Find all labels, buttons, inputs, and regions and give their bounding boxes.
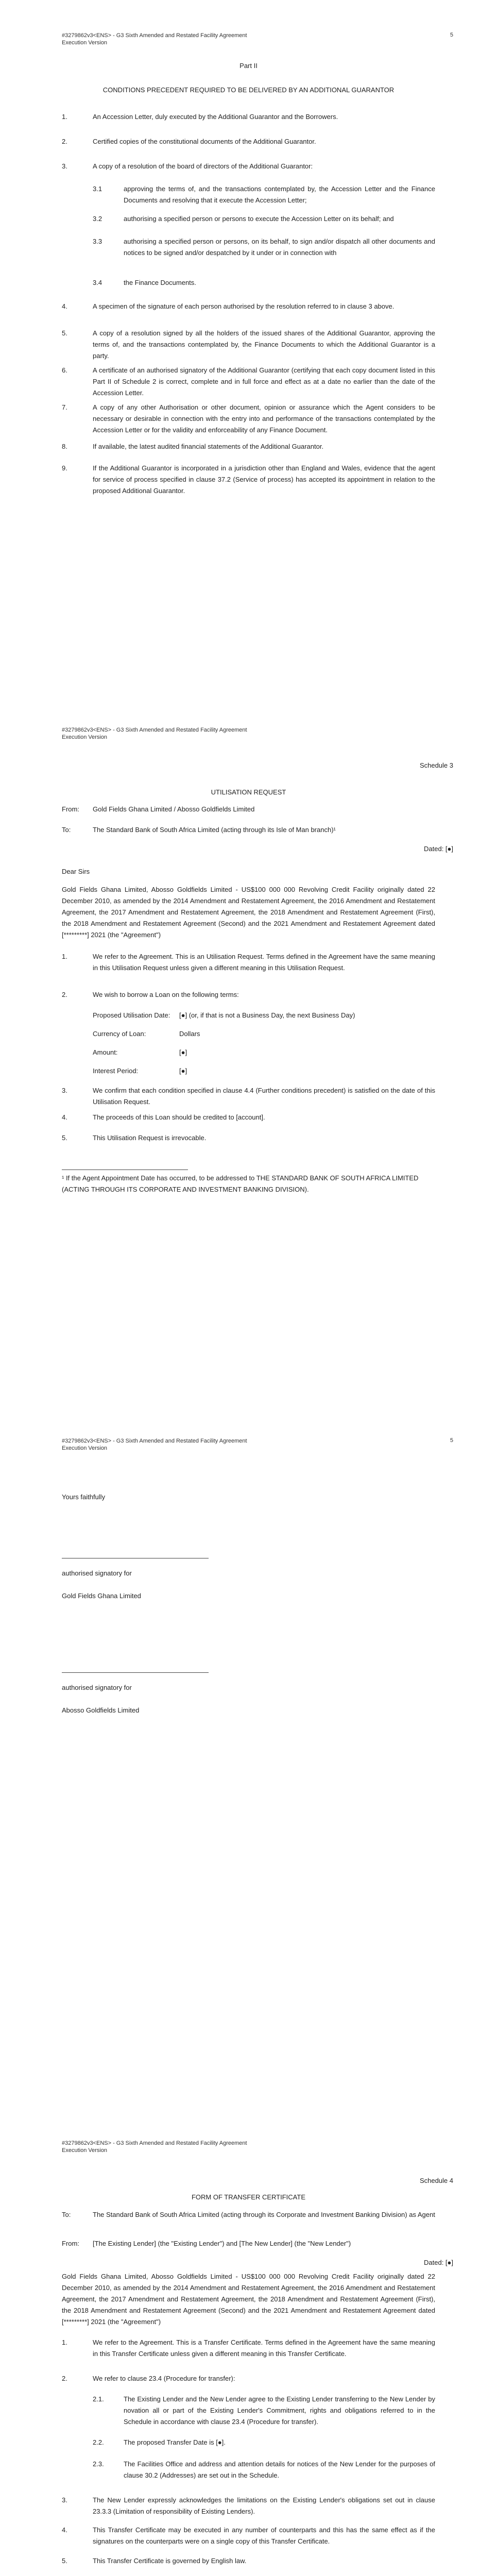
list-item: 5. A copy of a resolution signed by all the holders of the issued shares of the Additional Guarantor, approving the terms of, and the transactions contemplated by, the Finance Documents to which the Additional Guarantor is a party. xyxy=(62,329,435,360)
list-item: 7. A copy of any other Authorisation or other document, opinion or assurance which the Agent considers to be necessary or desirable in connection with the entry into and performance of the transactions contemplated by the Accession Letter or for the validity and enforceability of any Finance Document. xyxy=(62,403,435,434)
section-title: UTILISATION REQUEST xyxy=(211,788,286,796)
page-number: 5 xyxy=(450,1437,453,1444)
dated-line: Dated: [●] xyxy=(424,845,453,853)
sub-item: 3.4 the Finance Documents. xyxy=(93,279,196,286)
dated-line: Dated: [●] xyxy=(424,2259,453,2266)
agreement-intro: Gold Fields Ghana Limited, Abosso Goldfields Limited - US$100 000 000 Revolving Credit Facility originally dated 22 December 2010, as amended by the 2014 Amendment and Restatement Agreement, the 2016 Amendment and Restatement Agreement, the 2017 Amendment and Restatement Agreement, the 2018 Amendment and Restatement Agreement (First), the 2018 Amendment and Restatement Agreement (Second) and the 2021 Amendment and Restatement Agreement dated [*********] 2021 (the "Agreement") xyxy=(62,2273,435,2326)
list-item: 2. Certified copies of the constitutional documents of the Additional Guarantor. xyxy=(62,138,316,145)
signatory-entity: Gold Fields Ghana Limited xyxy=(62,1592,141,1600)
schedule-label: Schedule 3 xyxy=(419,761,453,769)
list-item: 1. We refer to the Agreement. This is a Transfer Certificate. Terms defined in the Agreement have the same meaning in this Transfer Certificate unless given a different meaning in this Transfer Certificate. xyxy=(62,2338,435,2358)
part-heading: Part II xyxy=(239,62,258,70)
from-line: From: Gold Fields Ghana Limited / Abosso Goldfields Limited xyxy=(62,805,255,813)
list-item: 2. We wish to borrow a Loan on the following terms: xyxy=(62,991,239,998)
list-item: 5. This Transfer Certificate is governed by English law. xyxy=(62,2557,247,2565)
header-version: Execution Version xyxy=(62,734,108,740)
closing: Yours faithfully xyxy=(62,1493,106,1501)
sub-item: 3.3 authorising a specified person or persons, on its behalf, to sign and/or dispatch all other documents and notices to be signed and/or despatched by it under or in connection with xyxy=(93,238,435,257)
sub-item: 2.3. The Facilities Office and address and attention details for notices of the New Lender for the purposes of clause 30.2 (Addresses) are set out in the Schedule. xyxy=(93,2460,435,2479)
term-row: Interest Period: [●] xyxy=(93,1067,187,1075)
agreement-intro: Gold Fields Ghana Limited, Abosso Goldfields Limited - US$100 000 000 Revolving Credit Facility originally dated 22 December 2010, as amended by the 2014 Amendment and Restatement Agreement, the 2016 Amendment and Restatement Agreement, the 2017 Amendment and Restatement Agreement, the 2018 Amendment and Restatement Agreement (First), the 2018 Amendment and Restatement Agreement (Second) and the 2021 Amendment and Restatement Agreement dated [*********] 2021 (the "Agreement") xyxy=(62,886,435,939)
list-item: 3. We confirm that each condition specified in clause 4.4 (Further conditions precedent) is satisfied on the date of this Utilisation Request. xyxy=(62,1087,435,1106)
header-version: Execution Version xyxy=(62,40,108,46)
list-item: 1. An Accession Letter, duly executed by the Additional Guarantor and the Borrowers. xyxy=(62,113,338,121)
list-item: 5. This Utilisation Request is irrevocable. xyxy=(62,1134,207,1142)
list-item: 4. A specimen of the signature of each person authorised by the resolution referred to in clause 3 above. xyxy=(62,302,395,310)
header-reference: #3279862v3<ENS> - G3 Sixth Amended and Restated Facility Agreement xyxy=(62,1438,247,1444)
sub-item: 3.1 approving the terms of, and the transactions contemplated by, the Accession Letter and the Finance Documents and resolving that it execute the Accession Letter; xyxy=(93,185,435,204)
list-item: 3. A copy of a resolution of the board of directors of the Additional Guarantor: xyxy=(62,162,313,170)
to-line: To: The Standard Bank of South Africa Limited (acting through its Corporate and Investment Banking Division) as Agent xyxy=(62,2211,435,2218)
list-item: 1. We refer to the Agreement. This is an Utilisation Request. Terms defined in the Agreement have the same meaning in this Utilisation Request unless given a different meaning in this Utilisation Request. xyxy=(62,953,435,972)
header-reference: #3279862v3<ENS> - G3 Sixth Amended and Restated Facility Agreement xyxy=(62,727,247,733)
schedule-label: Schedule 4 xyxy=(419,2177,453,2184)
header-version: Execution Version xyxy=(62,2147,108,2154)
to-line: To: The Standard Bank of South Africa Limited (acting through its Isle of Man branch)¹ xyxy=(62,826,336,834)
header-reference: #3279862v3<ENS> - G3 Sixth Amended and Restated Facility Agreement xyxy=(62,2140,247,2146)
term-row: Amount: [●] xyxy=(93,1048,187,1056)
salutation: Dear Sirs xyxy=(62,868,90,875)
from-line: From: [The Existing Lender] (the "Existing Lender") and [The New Lender] (the "New Lender") xyxy=(62,2240,351,2247)
term-row: Proposed Utilisation Date: [●] (or, if that is not a Business Day, the next Business Day) xyxy=(93,1011,355,1019)
page-number: 5 xyxy=(450,32,453,38)
list-item: 4. This Transfer Certificate may be executed in any number of counterparts and this has the same effect as if the signatures on the counterparts were on a single copy of this Transfer Certificate. xyxy=(62,2526,435,2545)
section-title: CONDITIONS PRECEDENT REQUIRED TO BE DELIVERED BY AN ADDITIONAL GUARANTOR xyxy=(102,86,395,94)
list-item: 6. A certificate of an authorised signatory of the Additional Guarantor (certifying that each copy document listed in this Part II of Schedule 2 is correct, complete and in full force and effect as at a date no earlier than the date of the Accession Letter. xyxy=(62,366,435,397)
document-header xyxy=(62,2140,247,2154)
list-item: 4. The proceeds of this Loan should be credited to [account]. xyxy=(62,1113,265,1121)
signatory-label: authorised signatory for xyxy=(62,1569,132,1577)
term-row: Currency of Loan: Dollars xyxy=(93,1030,200,1038)
footnote: ¹ If the Agent Appointment Date has occurred, to be addressed to THE STANDARD BANK OF SOUTH AFRICA LIMITED (ACTING THROUGH ITS CORPORATE AND INVESTMENT BANKING DIVISION). xyxy=(62,1174,419,1193)
sub-item: 2.1. The Existing Lender and the New Lender agree to the Existing Lender transferring to the New Lender by novation all or part of the Existing Lender's Commitment, rights and obligations referred to in the Schedule in accordance with clause 23.4 (Procedure for transfer). xyxy=(93,2395,435,2426)
list-item: 8. If available, the latest audited financial statements of the Additional Guarantor. xyxy=(62,443,324,450)
sub-item: 2.2. The proposed Transfer Date is [●]. xyxy=(93,2438,226,2446)
list-item: 9. If the Additional Guarantor is incorporated in a jurisdiction other than England and Wales, evidence that the agent for service of process specified in clause 37.2 (Service of process) has accepted its appointment in relation to the proposed Additional Guarantor. xyxy=(62,464,435,495)
header-reference: #3279862v3<ENS> - G3 Sixth Amended and Restated Facility Agreement xyxy=(62,32,247,39)
list-item: 2. We refer to clause 23.4 (Procedure for transfer): xyxy=(62,2375,235,2382)
section-title: FORM OF TRANSFER CERTIFICATE xyxy=(191,2193,305,2201)
header-version: Execution Version xyxy=(62,1445,108,1451)
signatory-label: authorised signatory for xyxy=(62,1684,132,1691)
signatory-entity: Abosso Goldfields Limited xyxy=(62,1706,140,1714)
sub-item: 3.2 authorising a specified person or persons to execute the Accession Letter on its behalf; and xyxy=(93,215,394,223)
list-item: 3. The New Lender expressly acknowledges the limitations on the Existing Lender's obligations set out in clause 23.3.3 (Limitation of responsibility of Existing Lenders). xyxy=(62,2496,435,2515)
